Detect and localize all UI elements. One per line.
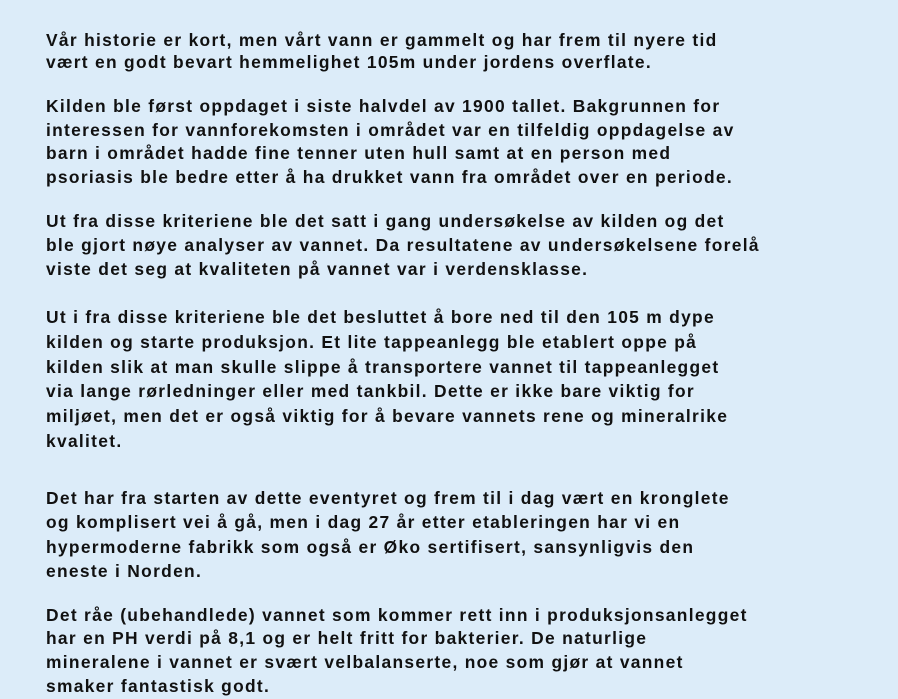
text-line: har en PH verdi på 8,1 og er helt fritt for bakterier. De naturlige	[46, 628, 648, 649]
paragraph-water-quality	[46, 604, 886, 699]
text-line: smaker fantastisk godt.	[46, 675, 271, 696]
paragraph-production	[46, 305, 886, 454]
text-line: viste det seg at kvaliteten på vannet var i verdensklasse.	[46, 259, 589, 279]
text-line: Det har fra starten av dette eventyret og frem til i dag vært en kronglete	[46, 487, 730, 508]
text-line: Det råe (ubehandlede) vannet som kommer rett inn i produksjonsanlegget	[46, 604, 748, 625]
document-body	[46, 29, 886, 699]
text-line: kilden og starte produksjon. Et lite tappeanlegg ble etablert oppe på	[46, 331, 698, 352]
text-line: kvalitet.	[46, 430, 123, 451]
text-line: barn i området hadde fine tenner uten hull samt at en person med	[46, 143, 672, 163]
text-line: ble gjort nøye analyser av vannet. Da resultatene av undersøkelsene forelå	[46, 235, 760, 255]
text-line: hypermoderne fabrikk som også er Øko sertifisert, sansynligvis den	[46, 536, 695, 557]
text-line: eneste i Norden.	[46, 561, 203, 582]
text-line: Vår historie er kort, men vårt vann er gammelt og har frem til nyere tid	[46, 30, 718, 50]
text-line: Ut i fra disse kriteriene ble det besluttet å bore ned til den 105 m dype	[46, 307, 715, 327]
paragraph-analysis	[46, 209, 886, 281]
text-line: interessen for vannforekomsten i området var en tilfeldig oppdagelse av	[46, 119, 735, 140]
text-line: psoriasis ble bedre etter å ha drukket vann fra området over en periode.	[46, 166, 734, 187]
paragraph-history	[46, 29, 886, 73]
text-line: vært en godt bevart hemmelighet 105m under jordens overflate.	[46, 52, 652, 72]
text-line: kilden slik at man skulle slippe å transportere vannet til tappeanlegget	[46, 356, 720, 377]
text-line: mineralene i vannet er svært velbalanserte, noe som gjør at vannet	[46, 652, 684, 673]
text-line: og komplisert vei å gå, men i dag 27 år etter etableringen har vi en	[46, 512, 681, 533]
text-line: Ut fra disse kriteriene ble det satt i gang undersøkelse av kilden og det	[46, 211, 725, 231]
paragraph-adventure	[46, 486, 886, 584]
text-line: Kilden ble først oppdaget i siste halvdel av 1900 tallet. Bakgrunnen for	[46, 96, 721, 116]
text-line: miljøet, men det er også viktig for å bevare vannets rene og mineralrike	[46, 406, 729, 427]
paragraph-discovery	[46, 95, 886, 189]
text-line: via lange rørledninger eller med tankbil. Dette er ikke bare viktig for	[46, 381, 695, 402]
